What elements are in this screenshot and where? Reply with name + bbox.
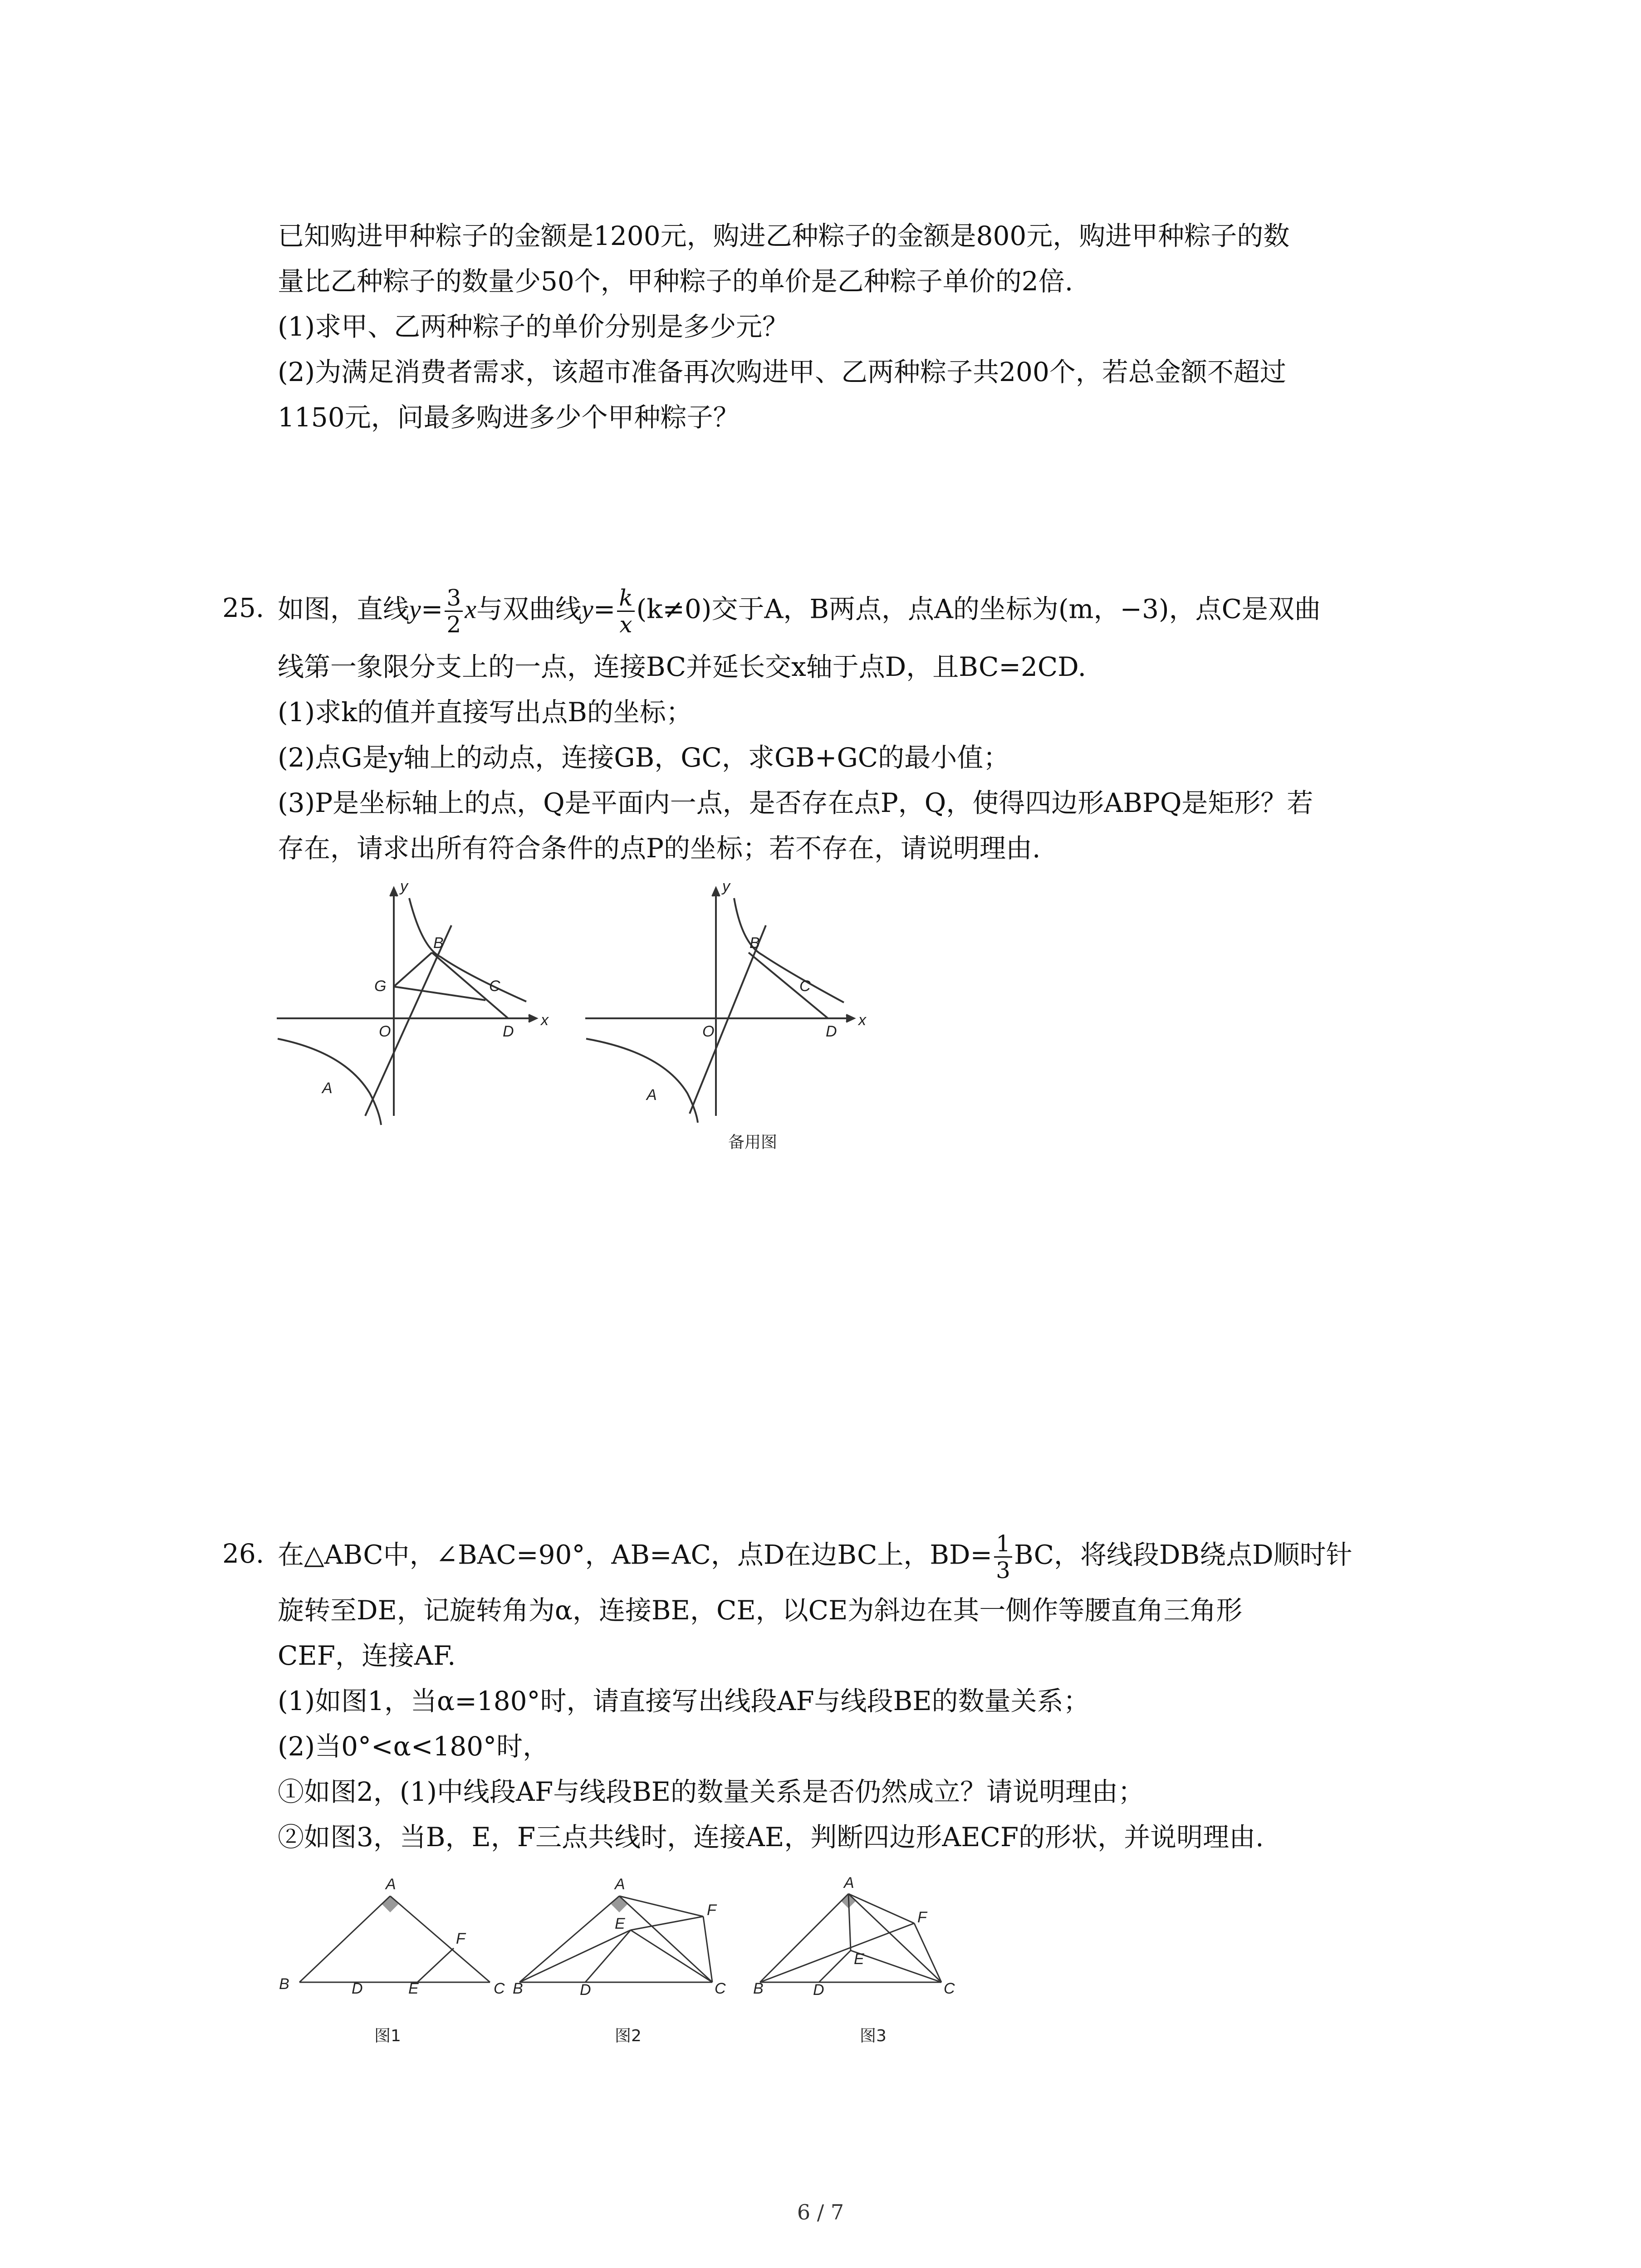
q26-line-5: (2)当0°<α<180°时， <box>278 1731 549 1762</box>
q26-fraction-1-3 <box>994 1531 1012 1583</box>
line-bd <box>749 953 828 1018</box>
hyperbola-branch-1 <box>409 898 526 1002</box>
q25-line-2: 线第一象限分支上的一点，连接BC并延长交x轴于点D，且BC=2CD. <box>278 651 1087 682</box>
q26-figure-2-caption: 图2 <box>615 2027 642 2045</box>
label-d: D <box>352 1980 363 1997</box>
q25-text-h: (k≠0) <box>636 593 712 625</box>
segment-be <box>519 1930 631 1982</box>
label-e: E <box>854 1950 864 1968</box>
label-f: F <box>707 1901 716 1919</box>
label-c: C <box>944 1980 955 1997</box>
q26-line-4: (1)如图1，当α=180°时，请直接写出线段AF与线段BE的数量关系； <box>278 1686 1090 1716</box>
label-a: A <box>844 1874 854 1892</box>
q25-frac2-den: x <box>619 611 632 638</box>
label-o: O <box>379 1023 391 1040</box>
label-a: A <box>615 1876 625 1893</box>
label-b: B <box>753 1980 764 1997</box>
q25-var-y2: y <box>581 594 593 624</box>
label-y: y <box>722 878 730 895</box>
q26-line-7: ②如图3，当B，E，F三点共线时，连接AE，判断四边形AECF的形状，并说明理由. <box>278 1822 1264 1853</box>
hyperbola-branch-3 <box>586 1039 698 1123</box>
segment-de <box>819 1950 851 1982</box>
label-e: E <box>408 1980 419 1997</box>
segment-ac <box>390 1896 490 1982</box>
segment-af <box>848 1894 914 1923</box>
segment-ac <box>619 1896 712 1982</box>
label-a: A <box>322 1080 333 1097</box>
y-axis-arrow-icon <box>712 888 720 896</box>
label-g: G <box>374 978 387 995</box>
label-a: A <box>386 1876 396 1893</box>
line-ab <box>690 925 766 1114</box>
right-angle-mark <box>382 1896 398 1912</box>
label-f: F <box>917 1909 927 1926</box>
q25-line-5: (3)P是坐标轴上的点，Q是平面内一点，是否存在点P，Q，使得四边形ABPQ是矩形？若 <box>278 787 1313 818</box>
line-ab <box>365 925 451 1116</box>
page-number: 6 / 7 <box>797 2200 844 2224</box>
q26-line-1 <box>278 1531 1466 1583</box>
label-d: D <box>503 1023 514 1040</box>
label-c: C <box>715 1980 726 1997</box>
q26-figure-1-caption: 图1 <box>374 2027 401 2045</box>
right-angle-mark <box>611 1896 627 1912</box>
segment-ce <box>851 1950 941 1982</box>
q25-frac1-den: 2 <box>446 611 461 638</box>
segment-fc <box>703 1916 712 1982</box>
segment-bf <box>760 1923 914 1982</box>
q25-number: 25. <box>222 592 265 623</box>
x-axis-arrow-icon <box>529 1015 536 1022</box>
label-a: A <box>647 1086 657 1104</box>
label-c: C <box>799 978 811 995</box>
q25-text-i: 交于A，B两点，点A的坐标为(m，−3)，点C是双曲 <box>711 593 1321 625</box>
q25-figure-1 <box>272 880 554 1125</box>
label-x: x <box>858 1012 866 1029</box>
q24-line-5: 1150元，问最多购进多少个甲种粽子？ <box>278 402 740 433</box>
segment-af <box>619 1896 703 1916</box>
segment-ab <box>299 1896 390 1982</box>
q25-var-x1: x <box>465 594 476 624</box>
segment-de <box>585 1930 631 1982</box>
segment-gc <box>394 987 485 1000</box>
label-d: D <box>580 1981 591 1999</box>
label-c: C <box>489 978 500 995</box>
q26-line-3: CEF，连接AF. <box>278 1640 456 1671</box>
q24-line-3: (1)求甲、乙两种粽子的单价分别是多少元？ <box>278 311 789 342</box>
q25-line-4: (2)点G是y轴上的动点，连接GB，GC，求GB+GC的最小值； <box>278 742 1010 773</box>
segment-ce <box>631 1930 712 1982</box>
label-b: B <box>513 1980 523 1997</box>
q26-figure-3 <box>753 1873 989 2005</box>
y-axis-arrow-icon <box>390 888 397 896</box>
x-axis-arrow-icon <box>846 1015 854 1022</box>
q26-figure-1 <box>272 1873 508 2005</box>
label-c: C <box>494 1980 505 1997</box>
q26-line-2: 旋转至DE，记旋转角为α，连接BE，CE，以CE为斜边在其一侧作等腰直角三角形 <box>278 1595 1243 1626</box>
segment-fc <box>914 1923 941 1982</box>
label-f: F <box>456 1930 465 1947</box>
q25-frac1-num: 3 <box>445 585 463 612</box>
q24-line-2: 量比乙种粽子的数量少50个，甲种粽子的单价是乙种粽子单价的2倍. <box>278 266 1073 297</box>
label-b: B <box>749 934 760 952</box>
q26-text-b: BC，将线段DB绕点D顺时针 <box>1014 1539 1352 1570</box>
label-d: D <box>826 1023 837 1040</box>
q26-figure-3-caption: 图3 <box>860 2027 887 2045</box>
segment-ac <box>848 1894 941 1982</box>
q25-text-e: 与双曲线 <box>476 593 582 625</box>
label-y: y <box>400 878 408 895</box>
q25-line-3: (1)求k的值并直接写出点B的坐标； <box>278 697 692 728</box>
label-b: B <box>433 934 444 952</box>
q25-eq2: = <box>593 593 616 625</box>
q24-line-1: 已知购进甲种粽子的金额是1200元，购进乙种粽子的金额是800元，购进甲种粽子的数 <box>278 220 1290 251</box>
q25-figure-2-caption: 备用图 <box>728 1133 778 1152</box>
label-x: x <box>541 1012 549 1029</box>
q26-number: 26. <box>222 1538 265 1569</box>
q26-line-6: ①如图2，(1)中线段AF与线段BE的数量关系是否仍然成立？请说明理由； <box>278 1776 1145 1807</box>
segment-ab <box>519 1896 619 1982</box>
segment-ef <box>631 1916 703 1930</box>
q25-figure-2 <box>581 880 871 1125</box>
q26-frac-den: 3 <box>996 1557 1010 1584</box>
q26-frac-num: 1 <box>994 1531 1012 1558</box>
q25-fraction-k-x <box>617 585 634 637</box>
segment-ab <box>760 1894 848 1982</box>
q26-figure-2 <box>513 1873 749 2005</box>
q25-var-y1: y <box>409 594 421 624</box>
q25-fraction-3-2 <box>445 585 463 637</box>
label-e: E <box>615 1915 625 1932</box>
q25-text-a: 如图，直线 <box>278 593 410 625</box>
label-d: D <box>813 1981 824 1999</box>
q25-frac2-num: k <box>617 585 634 612</box>
q25-eq1: = <box>421 593 443 625</box>
label-b: B <box>279 1975 289 1993</box>
label-o: O <box>702 1023 715 1040</box>
q24-line-4: (2)为满足消费者需求，该超市准备再次购进甲、乙两种粽子共200个，若总金额不超过 <box>278 357 1286 387</box>
segment-ef <box>417 1948 454 1982</box>
q25-line-6: 存在，请求出所有符合条件的点P的坐标；若不存在，请说明理由. <box>278 833 1041 864</box>
q25-line-1 <box>278 585 1466 637</box>
q26-text-a: 在△ABC中，∠BAC=90°，AB=AC，点D在边BC上，BD= <box>278 1539 993 1570</box>
